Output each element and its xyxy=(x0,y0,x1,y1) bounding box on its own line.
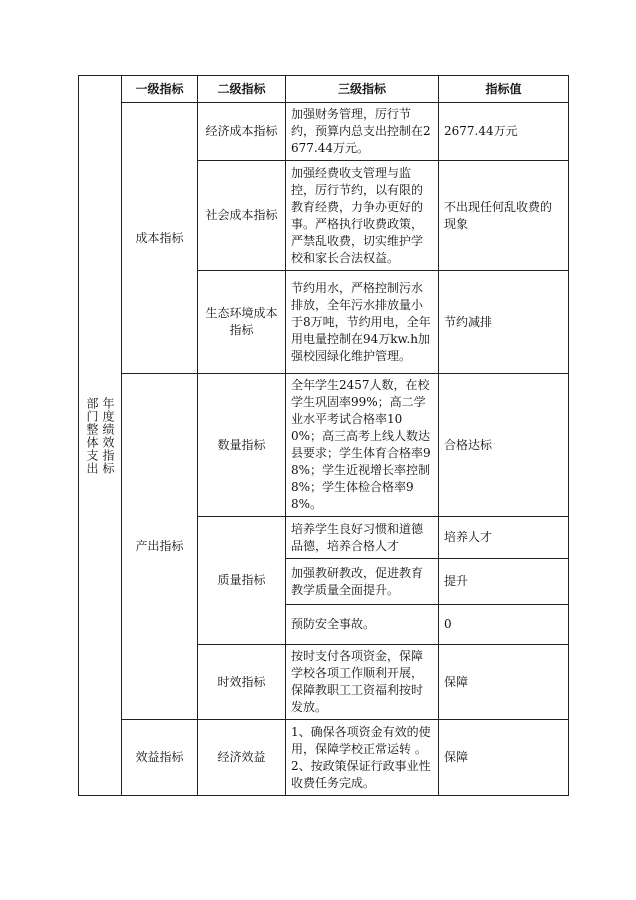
level3-cell: 培养学生良好习惯和道德品德，培养合格人才 xyxy=(286,517,439,559)
header-value: 指标值 xyxy=(439,76,569,103)
level2-cell: 经济成本指标 xyxy=(198,103,286,161)
value-cell: 节约减排 xyxy=(439,271,569,374)
side-label-line-1: 年度绩效指标 xyxy=(101,396,115,475)
value-cell: 不出现任何乱收费的现象 xyxy=(439,161,569,271)
level1-benefit: 效益指标 xyxy=(122,720,198,796)
level2-cell: 时效指标 xyxy=(198,645,286,720)
level2-cell: 数量指标 xyxy=(198,374,286,517)
level3-cell: 加强经费收支管理与监控，厉行节约，以有限的教育经费，力争办更好的事。严格执行收费政策，严禁乱收费，切实维护学校和家长合法权益。 xyxy=(286,161,439,271)
header-level2: 二级指标 xyxy=(198,76,286,103)
level3-cell: 节约用水，严格控制污水排放，全年污水排放量小于8万吨，节约用电，全年用电量控制在94万kw.h加强校园绿化维护管理。 xyxy=(286,271,439,374)
level3-cell: 按时支付各项资金，保障学校各项工作顺利开展，保障教职工工资福利按时发放。 xyxy=(286,645,439,720)
level2-cell: 质量指标 xyxy=(198,517,286,645)
value-cell: 保障 xyxy=(439,645,569,720)
level2-cell: 经济效益 xyxy=(198,720,286,796)
value-cell: 保障 xyxy=(439,720,569,796)
table-row xyxy=(79,103,569,161)
level3-cell: 全年学生2457人数，在校学生巩固率99%；高二学业水平考试合格率100%；高三高考上线人数达县要求；学生体育合格率98%；学生近视增长率控制8%；学生体检合格率98%。 xyxy=(286,374,439,517)
level3-cell: 加强教研教改，促进教育教学质量全面提升。 xyxy=(286,559,439,605)
header-row xyxy=(79,76,569,103)
level3-cell: 1、确保各项资金有效的使用，保障学校正常运转 。2、按政策保证行政事业性收费任务完成。 xyxy=(286,720,439,796)
value-cell: 合格达标 xyxy=(439,374,569,517)
performance-indicator-table xyxy=(78,75,569,796)
level1-output: 产出指标 xyxy=(122,374,198,720)
level2-cell: 生态环境成本指标 xyxy=(198,271,286,374)
value-cell: 0 xyxy=(439,605,569,645)
value-cell: 2677.44万元 xyxy=(439,103,569,161)
table-row xyxy=(79,720,569,796)
side-label-line-2: 部门整体支出 xyxy=(85,396,99,475)
level1-cost: 成本指标 xyxy=(122,103,198,374)
header-level3: 三级指标 xyxy=(286,76,439,103)
table-row xyxy=(79,374,569,517)
value-cell: 提升 xyxy=(439,559,569,605)
level3-cell: 加强财务管理，厉行节约，预算内总支出控制在2677.44万元。 xyxy=(286,103,439,161)
header-level1: 一级指标 xyxy=(122,76,198,103)
side-label-cell xyxy=(79,76,122,796)
level3-cell: 预防安全事故。 xyxy=(286,605,439,645)
level2-cell: 社会成本指标 xyxy=(198,161,286,271)
value-cell: 培养人才 xyxy=(439,517,569,559)
